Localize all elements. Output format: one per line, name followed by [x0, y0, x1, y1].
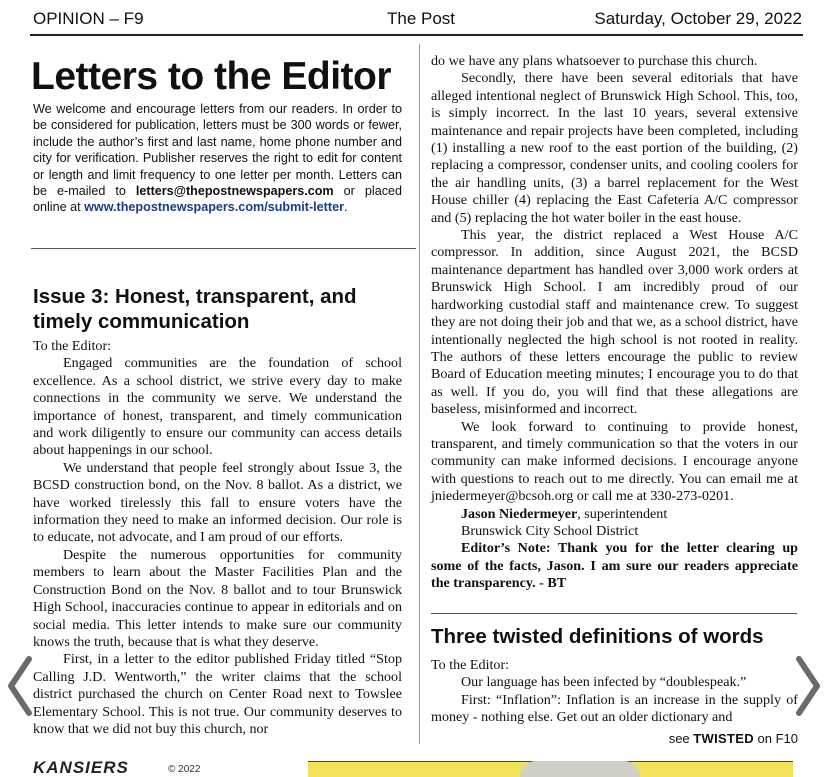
letter2-salutation: To the Editor:: [431, 657, 510, 673]
newspaper-name: The Post: [387, 9, 456, 28]
letter2-paragraph: First: “Inflation”: Inflation is an increase in the supply of money - nothing else. Get out an older dictionary and: [431, 691, 798, 726]
letter1-column-right: [431, 53, 798, 593]
letter-separator-rule: [431, 613, 797, 614]
section-label: OPINION – F9: [33, 9, 144, 28]
letter1-paragraph: Engaged communities are the foundation of school excellence. As a school district, we strive every day to make connections in the community we serve. We understand the importance of honest, transparent, and timely communication and work diligently to ensure our community can access details about happenings in our school.: [33, 355, 402, 459]
letter1-salutation: To the Editor:: [33, 338, 112, 354]
chevron-right-icon: [793, 655, 823, 717]
column-divider: [419, 44, 420, 744]
author-title: , superintendent: [577, 505, 668, 522]
editors-note-text: Editor’s Note: Thank you for the letter clearing up some of the facts, Jason. I am sure our readers appreciate the transparency. - BT: [431, 540, 798, 592]
jump-page: on F10: [757, 731, 798, 746]
page-header: [0, 0, 828, 34]
cartoonist-signature: KANSIERS: [33, 758, 129, 777]
header-rule: [30, 34, 803, 36]
next-page-button[interactable]: [788, 651, 828, 721]
submit-letter-link[interactable]: www.thepostnewspapers.com/submit-letter: [84, 200, 344, 215]
issue-date: Saturday, October 29, 2022: [594, 9, 802, 28]
page-title: Letters to the Editor: [31, 55, 392, 98]
letter1-column-left: [33, 338, 402, 738]
letter1-paragraph: This year, the district replaced a West House A/C compressor. In addition, since August 2021, the BCSD maintenance department has handled over 3,000 work orders at Brunswick High School. I am incredibly proud of our hardworking custodial staff and maintenance crew. To suggest they are not doing their job and that we, as a school district, have intentionally neglected the high school is not rooted in reality. The authors of these letters encourage the public to review Board of Education meeting minutes; I encourage you to do that as well. If you do, you will find that these allegations are baseless, misinformed and incorrect.: [431, 227, 798, 418]
editors-note: [431, 540, 798, 592]
previous-page-button[interactable]: [0, 651, 40, 721]
letter2-paragraph: Our language has been infected by “doublespeak.”: [461, 674, 747, 691]
chevron-left-icon: [5, 655, 35, 717]
letter1-paragraph: First, in a letter to the editor published Friday titled “Stop Calling J.D. Wentworth,” the writer claims that the school district purchased the church on Center Road next to Towslee Elementary School. This is not true. Our community deserves to know that we did not buy this church, nor: [33, 651, 402, 737]
cartoon-figure: [520, 761, 640, 777]
author-organization: Brunswick City School District: [461, 522, 639, 539]
continued-jump-line: [669, 731, 798, 746]
guidelines-end: .: [343, 200, 348, 215]
letter1-continued: do we have any plans whatsoever to purchase this church.: [431, 53, 758, 69]
letter1-headline: Issue 3: Honest, transparent, and timely communication: [33, 285, 357, 333]
guidelines-middle: or placed online at: [33, 184, 403, 215]
letter1-paragraph: We look forward to continuing to provide honest, transparent, and timely communication so that the voters in our community can make informed decisions. I encourage anyone with questions to reach out to me directly. You can email me at jniedermeyer@bcsoh.org or call me at 330-273-0201.: [431, 418, 798, 505]
editorial-cartoon-strip: [0, 750, 828, 777]
letter1-signature: [431, 506, 798, 523]
submission-guidelines: [33, 101, 402, 216]
letter1-paragraph: Despite the numerous opportunities for community members to learn about the Master Facilities Plan and the Construction Bond on the Nov. 8 ballot and to tour Brunswick High School, inaccuracies continue to appear in editorials and on social media. This letter intends to make sure our community knows the truth, because that is what they deserve.: [33, 546, 402, 650]
letter1-paragraph: Secondly, there have been several editorials that have alleged intentional neglect of Brunswick High School. This, too, is simply incorrect. In the last 10 years, several extensive maintenance and repair projects have been completed, including (1) installing a new roof to the east portion of the building, (2) replacing a compressor, condenser units, and cooling coolers for the air handling units, (3) a barrel replacement for the West House chiller (4) replacing the East Cafeteria A/C compressor and (5) replacing the hot water boiler in the east house.: [431, 70, 798, 226]
letter2-headline: Three twisted definitions of words: [431, 625, 764, 648]
guidelines-text: We welcome and encourage letters from our readers. In order to be considered for publication, letters must be 300 words or fewer, include the author’s first and last name, home phone number and city for verification. Publisher reserves the right to edit for content or length and limit frequency to one letter per month. Letters can be e-mailed to: [33, 102, 402, 199]
letter2-column: [431, 657, 798, 727]
cartoon-copyright: © 2022: [168, 764, 201, 775]
intro-rule: [31, 248, 416, 249]
author-name: Jason Niedermeyer: [461, 505, 578, 522]
jump-prefix: see: [668, 731, 690, 746]
letters-email-link[interactable]: letters@thepostnewspapers.com: [135, 184, 334, 199]
jump-keyword: TWISTED: [693, 731, 754, 746]
letter1-paragraph: We understand that people feel strongly about Issue 3, the BCSD construction bond, on the Nov. 8 ballot. As a district, we have worked tirelessly this fall to ensure voters have the information they need to make an informed decision. Our role is to educate, not advocate, and I am proud of our efforts.: [33, 459, 402, 546]
